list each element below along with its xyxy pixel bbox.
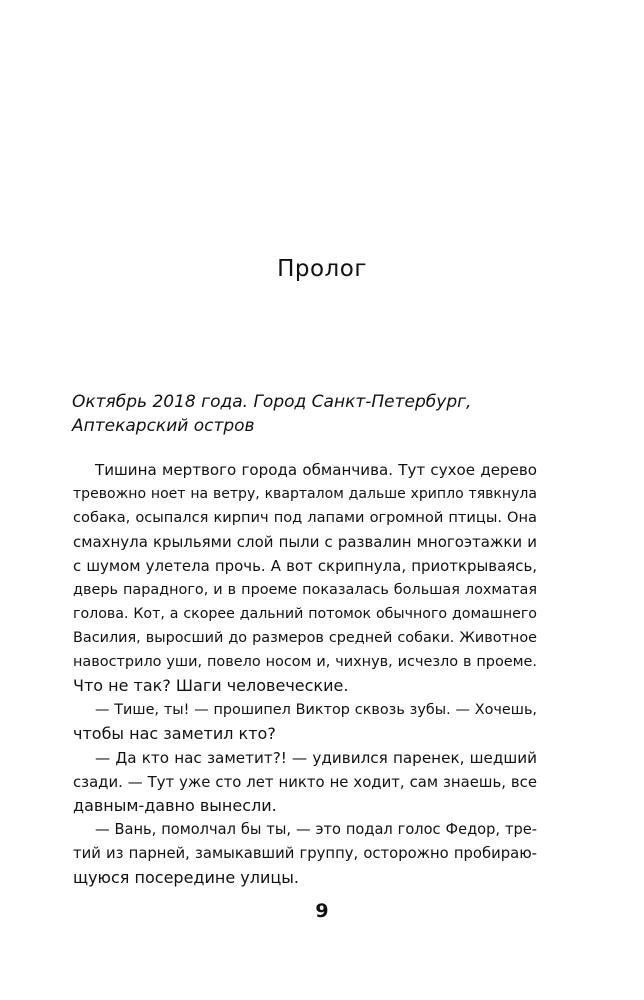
paragraph-line: навострило уши, повело носом и, чихнув, исчезло в проеме. xyxy=(73,654,537,670)
paragraph-line: тревожно ноет на ветру, кварталом дальше хрипло тявкнула xyxy=(73,486,537,502)
paragraph-line: чтобы нас заметил кто? xyxy=(73,724,276,743)
paragraph-line: — Вань, помолчал бы ты, — это подал голос Федор, тре- xyxy=(95,821,537,838)
chapter-title: Пролог xyxy=(277,256,367,282)
paragraph-line: щуюся посередине улицы. xyxy=(73,868,299,887)
epigraph-line: Аптекарский остров xyxy=(72,416,255,436)
paragraph-line: — Тише, ты! — прошипел Виктор сквозь зубы. — Хочешь, xyxy=(95,702,537,718)
page-number: 9 xyxy=(315,900,329,922)
epigraph xyxy=(72,390,572,438)
epigraph-line: Октябрь 2018 года. Город Санкт-Петербург, xyxy=(72,392,472,412)
paragraph-line: Что не так? Шаги человеческие. xyxy=(73,676,349,695)
paragraph-line: давным-давно вынесли. xyxy=(73,796,277,815)
paragraph-line: собака, осыпался кирпич под лапами огромной птицы. Она xyxy=(73,509,537,526)
paragraph-line: сзади. — Тут уже сто лет никто не ходит, сам знаешь, все xyxy=(73,773,537,791)
paragraph-line: смахнула крыльями слой пыли с развалин многоэтажки и xyxy=(73,533,537,551)
paragraph-line: Тишина мертвого города обманчива. Тут сухое дерево xyxy=(95,461,537,479)
body-text xyxy=(73,458,537,890)
paragraph-line: Василия, выросший до размеров средней собаки. Животное xyxy=(73,630,537,646)
paragraph-line: тий из парней, замыкавший группу, осторожно пробираю- xyxy=(73,845,537,862)
paragraph-line: голова. Кот, а скорее дальний потомок обычного домашнего xyxy=(73,606,537,622)
paragraph-line: дверь парадного, и в проеме показалась большая лохматая xyxy=(73,582,537,598)
paragraph-line: — Да кто нас заметит?! — удивился паренек, шедший xyxy=(95,749,537,767)
paragraph-line: с шумом улетела прочь. А вот скрипнула, приоткрываясь, xyxy=(73,557,537,575)
